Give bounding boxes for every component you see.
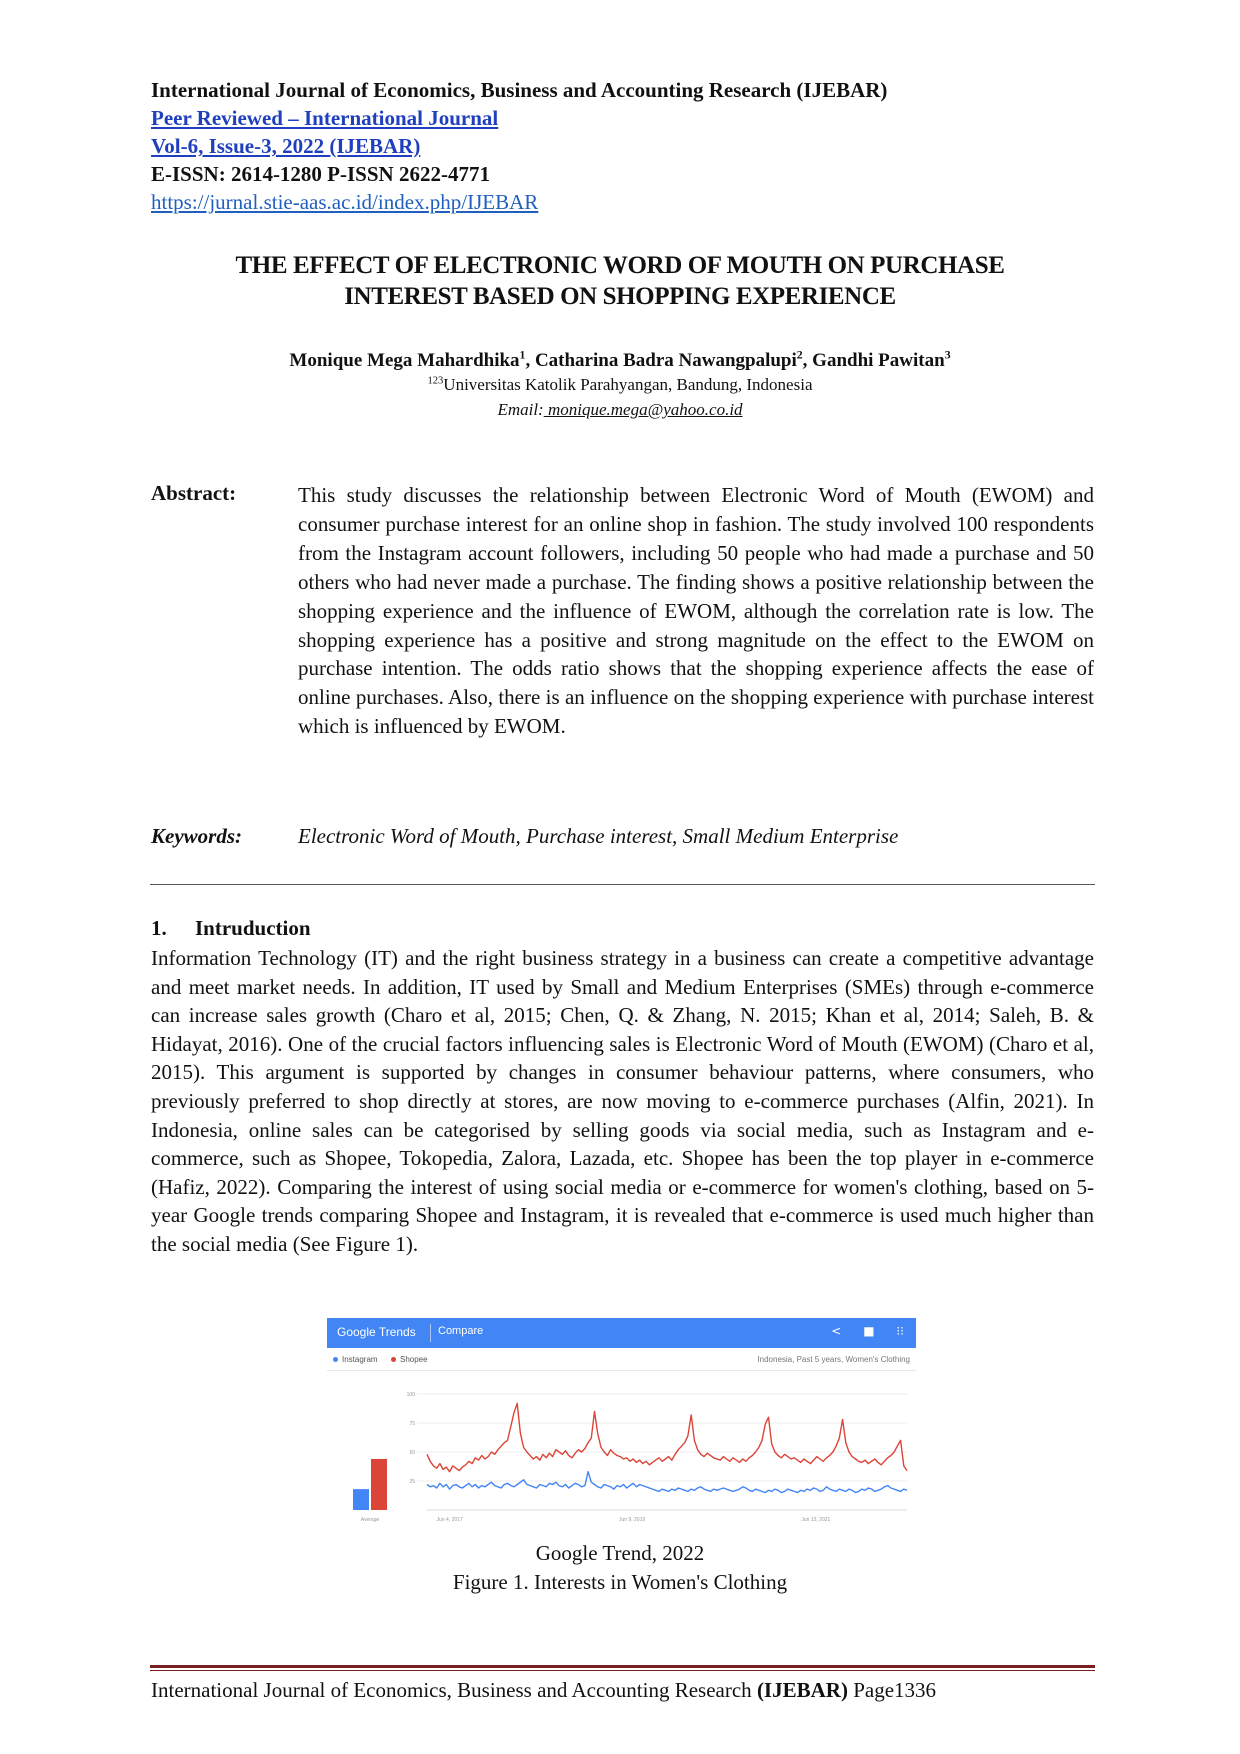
paper-title (100, 250, 1140, 312)
embed-icon[interactable]: ■ (863, 1324, 875, 1338)
journal-name: International Journal of Economics, Business and Accounting Research (IJEBAR) (151, 78, 888, 102)
average-bar (371, 1459, 387, 1510)
title-line-2: INTEREST BASED ON SHOPPING EXPERIENCE (344, 283, 896, 310)
region-info: Indonesia, Past 5 years, Women's Clothing (757, 1355, 910, 1364)
y-tick-label: 75 (409, 1421, 415, 1427)
issn: E-ISSN: 2614-1280 P-ISSN 2622-4771 (151, 162, 490, 186)
average-label: Average (360, 1517, 380, 1523)
footer-rule (150, 1665, 1095, 1668)
instagram-dot-icon (333, 1357, 338, 1362)
email-label: Email: (497, 400, 544, 419)
author-sup: 2 (796, 348, 803, 362)
average-bar (353, 1489, 369, 1510)
abstract-text: This study discusses the relationship between Electronic Word of Mouth (EWOM) and consumer purchase interest for an online shop in fashion. The study involved 100 respondents from the Instagram account followers, including 50 people who had made a purchase and 50 others who had never made a purchase. The finding shows a positive relationship between the shopping experience and the influence of EWOM, although the correlation rate is low. The shopping experience has a positive and strong magnitude on the effect to the EWOM on purchase intention. The odds ratio shows that the shopping experience affects the ease of online purchases. Also, there is an influence on the shopping experience with purchase interest which is influenced by EWOM. (298, 483, 1094, 739)
toolbar-icons (813, 1324, 904, 1338)
author-name: Catharina Badra Nawangpalupi (534, 350, 797, 371)
legend-item-shopee (391, 1355, 428, 1364)
legend-label: Shopee (400, 1355, 428, 1364)
page-footer: International Journal of Economics, Business and Accounting Research (IJEBAR) Page1336 (151, 1678, 937, 1702)
journal-header (151, 76, 887, 216)
section-heading (151, 916, 311, 941)
author-sup: 1 (519, 348, 526, 362)
figure-caption: Figure 1. Interests in Women's Clothing (452, 1570, 788, 1594)
shopee-dot-icon (391, 1357, 396, 1362)
email-line (100, 400, 1140, 420)
google-trends-figure (327, 1318, 916, 1537)
section-divider (150, 884, 1095, 885)
toolbar-separator (430, 1324, 431, 1342)
affiliation-sup: 123 (427, 375, 444, 387)
google-trends-toolbar (327, 1318, 916, 1348)
legend-item-instagram (333, 1355, 378, 1364)
author-name: Monique Mega Mahardhika (289, 350, 520, 371)
volume-link[interactable]: Vol-6, Issue-3, 2022 (IJEBAR) (151, 134, 421, 158)
y-tick-label: 100 (406, 1392, 415, 1398)
compare-tab[interactable]: Compare (438, 1325, 484, 1337)
keywords-text: Electronic Word of Mouth, Purchase interest, Small Medium Enterprise (298, 824, 899, 848)
journal-url-link[interactable]: https://jurnal.stie-aas.ac.id/index.php/IJEBAR (151, 190, 539, 214)
legend-label: Instagram (342, 1355, 378, 1364)
footer-rule-thin (150, 1670, 1095, 1671)
affiliation-text: Universitas Katolik Parahyangan, Bandung, Indonesia (443, 375, 813, 394)
series-line-shopee (427, 1403, 907, 1471)
introduction-paragraph: Information Technology (IT) and the right business strategy in a business can create a competitive advantage and meet market needs. In addition, IT used by Small and Medium Enterprises (SMEs) through e-commerce can increase sales growth (Charo et al, 2015; Chen, Q. & Zhang, N. 2015; Khan et al, 2014; Saleh, B. & Hidayat, 2016). One of the crucial factors influencing sales is Electronic Word of Mouth (EWOM) (Charo et al, 2015). This argument is supported by changes in consumer behaviour patterns, where consumers, who previously preferred to shop directly at stores, are now moving to e-commerce purchases (Alfin, 2021). In Indonesia, online sales can be categorised by selling goods via social media, such as Instagram and e-commerce, such as Shopee, Tokopedia, Zalora, Lazada, etc. Shopee has been the top player in e-commerce (Hafiz, 2022). Comparing the interest of using social media or e-commerce for women's clothing, based on 5-year Google trends comparing Shopee and Instagram, it is revealed that e-commerce is used much higher than the social media (See Figure 1). (151, 946, 1094, 1256)
affiliation (100, 375, 1140, 395)
trends-line-chart (327, 1370, 916, 1537)
peer-reviewed-link[interactable]: Peer Reviewed – International Journal (151, 106, 499, 130)
apps-grid-icon[interactable]: ⁝⁝ (896, 1324, 904, 1338)
x-tick-label: Jun 13, 2021 (801, 1517, 831, 1523)
google-trends-logo: Google Trends (337, 1325, 416, 1339)
figure-source: Google Trend, 2022 (535, 1541, 705, 1565)
author-sup: 3 (944, 348, 951, 362)
section-title: Intruduction (195, 916, 311, 940)
author-name: Gandhi Pawitan (812, 350, 945, 371)
x-tick-label: Jun 4, 2017 (436, 1517, 463, 1523)
series-line-instagram (427, 1472, 907, 1493)
section-number: 1. (151, 916, 167, 940)
email-address-link[interactable]: monique.mega@yahoo.co.id (543, 400, 743, 419)
author-list: Monique Mega Mahardhika$^1$, Catharina Badra Nawangpalupi$^2$, Gandhi Pawitan$^3$ (289, 348, 951, 371)
share-icon[interactable]: < (831, 1324, 842, 1338)
y-tick-label: 50 (409, 1450, 415, 1456)
title-line-1: THE EFFECT OF ELECTRONIC WORD OF MOUTH ON PURCHASE (235, 252, 1005, 279)
abstract-label: Abstract: (151, 481, 237, 505)
y-tick-label: 25 (409, 1479, 415, 1485)
x-tick-label: Jun 9, 2019 (619, 1517, 646, 1523)
chart-legend (327, 1348, 916, 1371)
keywords-label: Keywords: (151, 824, 242, 848)
